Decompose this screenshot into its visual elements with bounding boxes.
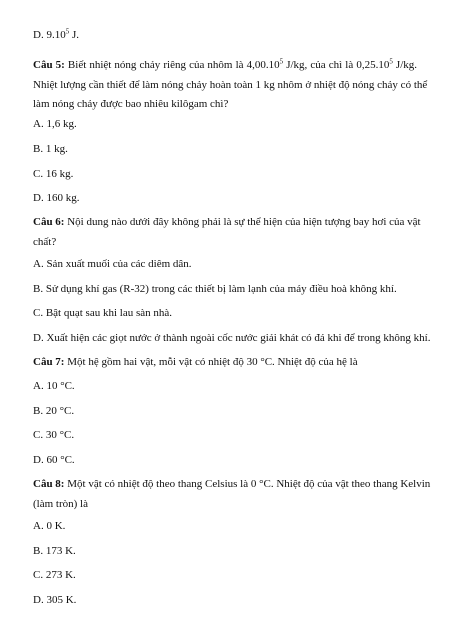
q7-option-a: A. 10 °C. (33, 380, 75, 392)
q6-option-d: D. Xuất hiện các giọt nước ở thành ngoài cốc nước giải khát có đá khi để trong không khí. (33, 332, 431, 344)
q6-option-a: A. Sản xuất muối của các diêm dân. (33, 258, 192, 270)
q7-option-b: B. 20 °C. (33, 405, 75, 417)
q5-label: Câu 5: (33, 59, 65, 71)
option-text: D. 9.10 (33, 29, 66, 41)
q8-label: Câu 8: (33, 478, 65, 490)
q8-text: Một vật có nhiệt độ theo thang Celsius là 0 °C. Nhiệt độ của vật theo thang Kelvin (64, 478, 431, 490)
q5-exponent-2: 5 (389, 57, 393, 66)
q5-option-a: A. 1,6 kg. (33, 118, 77, 130)
q7-option-d: D. 60 °C. (33, 454, 75, 466)
option-unit: J. (69, 29, 79, 41)
q6-label: Câu 6: (33, 216, 65, 228)
q5-text-c: J/kg. (392, 59, 418, 71)
q8-option-c: C. 273 K. (33, 569, 76, 581)
q8-line-1 (33, 478, 431, 491)
q6-line-1 (33, 216, 421, 229)
q5-line-3: làm nóng chảy được bao nhiêu kilôgam chì? (33, 98, 229, 110)
q8-option-b: B. 173 K. (33, 545, 76, 557)
q5-line-1 (33, 59, 417, 72)
q7-line-1 (33, 356, 417, 369)
q8-option-a: A. 0 K. (33, 520, 66, 532)
q5-option-c: C. 16 kg. (33, 168, 74, 180)
q5-line-2: Nhiệt lượng cần thiết để làm nóng chảy hoàn toàn 1 kg nhôm ở nhiệt độ nóng chảy có thể (33, 79, 428, 91)
previous-question-option-d (33, 29, 417, 42)
q5-option-b: B. 1 kg. (33, 143, 68, 155)
q8-option-d: D. 305 K. (33, 594, 77, 606)
q5-text-b: J/kg, của chì là 0,25.10 (283, 59, 390, 71)
q6-text: Nội dung nào dưới đây không phải là sự thể hiện của hiện tượng bay hơi của vật (64, 216, 421, 228)
q5-option-d: D. 160 kg. (33, 192, 80, 204)
q6-option-b: B. Sử dụng khí gas (R-32) trong các thiết bị làm lạnh của máy điều hoà không khí. (33, 283, 397, 295)
q6-line-2: chất? (33, 236, 57, 248)
q7-text: Một hệ gồm hai vật, mỗi vật có nhiệt độ 30 °C. Nhiệt độ của hệ là (64, 356, 358, 368)
q6-option-c: C. Bật quạt sau khi lau sàn nhà. (33, 307, 173, 319)
q8-line-2: (làm tròn) là (33, 498, 88, 510)
q7-option-c: C. 30 °C. (33, 429, 75, 441)
exponent: 5 (65, 27, 70, 36)
q7-label: Câu 7: (33, 356, 65, 368)
q5-text-a: Biết nhiệt nóng chảy riêng của nhôm là 4,00.10 (64, 59, 280, 71)
q5-exponent-1: 5 (279, 57, 284, 66)
